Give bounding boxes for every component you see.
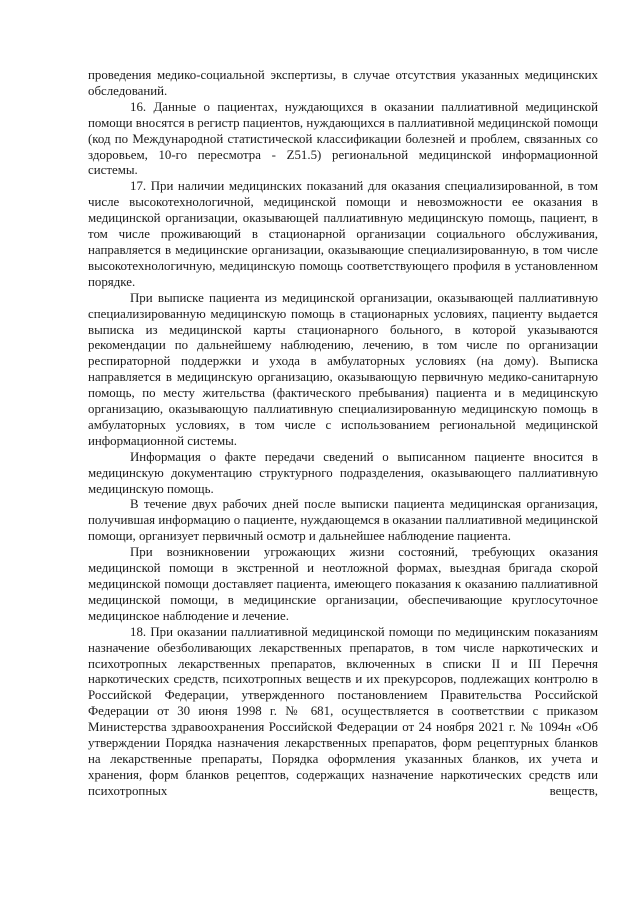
paragraph-16: 16. Данные о пациентах, нуждающихся в оказании паллиативной медицинской помощи вносятся в регистр пациентов, нуждающихся в паллиативной медицинской помощи (код по Международной статистической классификации болезней и проблем, связанных со здоровьем, 10-го пересмотра - Z51.5) региональной медицинской информационной системы. — [88, 99, 598, 178]
paragraph-emergency: При возникновении угрожающих жизни состояний, требующих оказания медицинской помощи в экстренной и неотложной формах, выездная бригада скорой медицинской помощи доставляет пациента, имеющего показания к оказанию паллиативной медицинской помощи, в медицинские организации, обеспечивающие круглосуточное медицинское наблюдение и лечение. — [88, 545, 598, 623]
paragraph-18: 18. При оказании паллиативной медицинской помощи по медицинским показаниям назначение обезболивающих лекарственных препаратов, в том числе наркотических и психотропных лекарственных препаратов, включенных в списки II и III Перечня наркотических средств, психотропных веществ и их прекурсоров, подлежащих контролю в Российской Федерации, утвержденного постановлением Правительства Российской Федерации от 30 июня 1998 г. № 681, осуществляется в соответствии с приказом Министерства здравоохранения Российской Федерации от 24 ноября 2021 г. № 1094н «Об утверждении Порядка назначения лекарственных препаратов, форм рецептурных бланков на лекарственные препараты, Порядка оформления указанных бланков, их учета и хранения, форм бланков рецептов, содержащих назначение наркотических средств или психотропных веществ, — [88, 624, 598, 798]
paragraph-17: 17. При наличии медицинских показаний для оказания специализированной, в том числе высокотехнологичной, медицинской помощи и невозможности ее оказания в медицинской организации, оказывающей паллиативную медицинскую помощь, пациент, в том числе проживающий в стационарной организации социального обслуживания, направляется в медицинские организации, оказывающие специализированную, в том числе высокотехнологичную, медицинскую помощь соответствующего профиля в установленном порядке. — [88, 179, 598, 289]
paragraph-continuation: проведения медико-социальной экспертизы, в случае отсутствия указанных медицинских обследований. — [88, 68, 598, 98]
document-page — [88, 68, 598, 800]
paragraph-two-working-days: В течение двух рабочих дней после выписки пациента медицинская организация, получившая информацию о пациенте, нуждающемся в оказании паллиативной медицинской помощи, организует первичный осмотр и дальнейшее наблюдение пациента. — [88, 497, 598, 544]
paragraph-discharge: При выписке пациента из медицинской организации, оказывающей паллиативную специализированную медицинскую помощь в стационарных условиях, пациенту выдается выписка из медицинской карты стационарного больного, в которой указываются рекомендации по дальнейшему наблюдению, лечению, в том числе по организации респираторной поддержки и ухода в амбулаторных условиях (на дому). Выписка направляется в медицинскую организацию, оказывающую первичную медико-санитарную помощь, по месту жительства (фактического пребывания) пациента и в медицинскую организацию, оказывающую паллиативную специализированную медицинскую помощь в амбулаторных условиях, в том числе с использованием региональной медицинской информационной системы. — [88, 290, 598, 448]
paragraph-information-transfer: Информация о факте передачи сведений о выписанном пациенте вносится в медицинскую документацию структурного подразделения, оказывающего паллиативную медицинскую помощь. — [88, 449, 598, 496]
